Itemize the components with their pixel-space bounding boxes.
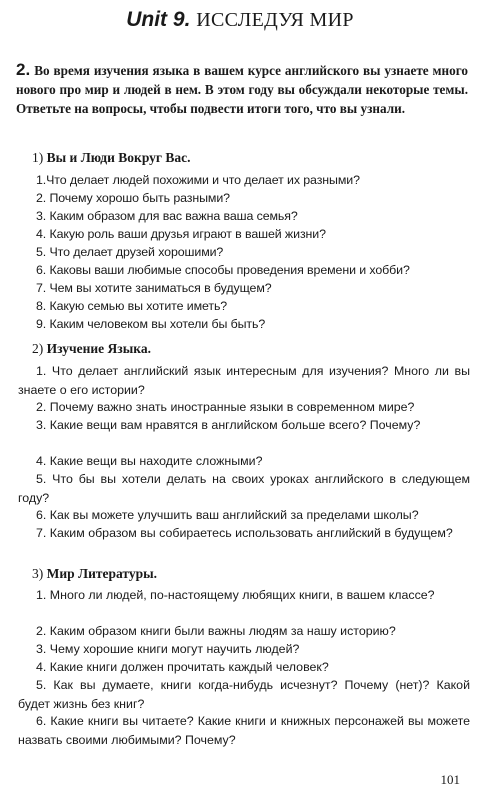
- question: 3. Какие вещи вам нравятся в английском больше всего? Почему?: [36, 418, 421, 432]
- question: 9. Каким человеком вы хотели бы быть?: [36, 317, 266, 331]
- question: 5. Что делает друзей хорошими?: [36, 245, 224, 259]
- question: 4. Какую роль ваши друзья играют в вашей жизни?: [36, 227, 326, 241]
- question: 2. Почему важно знать иностранные языки в современном мире?: [36, 400, 415, 414]
- exercise-intro: [16, 60, 468, 118]
- section-heading-you-and-people: [32, 150, 191, 166]
- section-heading-language-learning: [32, 341, 151, 357]
- page-header: [0, 8, 480, 32]
- question: 8. Какую семью вы хотите иметь?: [36, 299, 228, 313]
- question: 5. Что бы вы хотели делать на своих уроках английского в следующем году?: [18, 472, 470, 505]
- question: 2. Каким образом книги были важны людям за нашу историю?: [36, 624, 396, 638]
- question: 1.Что делает людей похожими и что делает их разными?: [36, 173, 360, 187]
- question: 7. Каким образом вы собираетесь использовать английский в будущем?: [36, 526, 453, 540]
- question: 7. Чем вы хотите заниматься в будущем?: [36, 281, 272, 295]
- section-number: 2): [32, 341, 44, 356]
- page-number: 101: [440, 772, 460, 787]
- exercise-instructions: Во время изучения языка в вашем курсе английского вы узнаете много нового про мир и людей в нем. В этом году вы обсуждали некоторые темы. Ответьте на вопросы, чтобы подвести итоги того, что вы узнали.: [16, 63, 468, 116]
- question: 2. Почему хорошо быть разными?: [36, 191, 230, 205]
- question: 1. Много ли людей, по-настоящему любящих книги, в вашем классе?: [36, 588, 435, 602]
- exercise-number: 2.: [16, 60, 31, 79]
- question: 6. Как вы можете улучшить ваш английский за пределами школы?: [36, 508, 419, 522]
- question: 1. Что делает английский язык интересным для изучения? Много ли вы знаете о его истории?: [18, 364, 470, 397]
- section-title: Вы и Люди Вокруг Вас.: [46, 150, 191, 165]
- question: 4. Какие вещи вы находите сложными?: [36, 454, 263, 468]
- section-number: 1): [32, 150, 44, 165]
- section-number: 3): [32, 566, 44, 581]
- section-title: Мир Литературы.: [46, 566, 158, 581]
- question: 3. Каким образом для вас важна ваша семья?: [36, 209, 298, 223]
- section-title: Изучение Языка.: [46, 341, 151, 356]
- unit-title: ИССЛЕДУЯ МИР: [196, 9, 354, 31]
- question: 6. Какие книги вы читаете? Какие книги и книжных персонажей вы можете назвать своими любимыми? Почему?: [18, 714, 470, 747]
- question: 3. Чему хорошие книги могут научить людей?: [36, 642, 300, 656]
- question: 6. Каковы ваши любимые способы проведения времени и хобби?: [36, 263, 410, 277]
- question: 5. Как вы думаете, книги когда-нибудь исчезнут? Почему (нет)? Какой будет жизнь без книг?: [18, 678, 470, 711]
- unit-label: Unit 9.: [126, 8, 191, 31]
- section-heading-world-of-literature: [32, 566, 157, 582]
- question: 4. Какие книги должен прочитать каждый человек?: [36, 660, 329, 674]
